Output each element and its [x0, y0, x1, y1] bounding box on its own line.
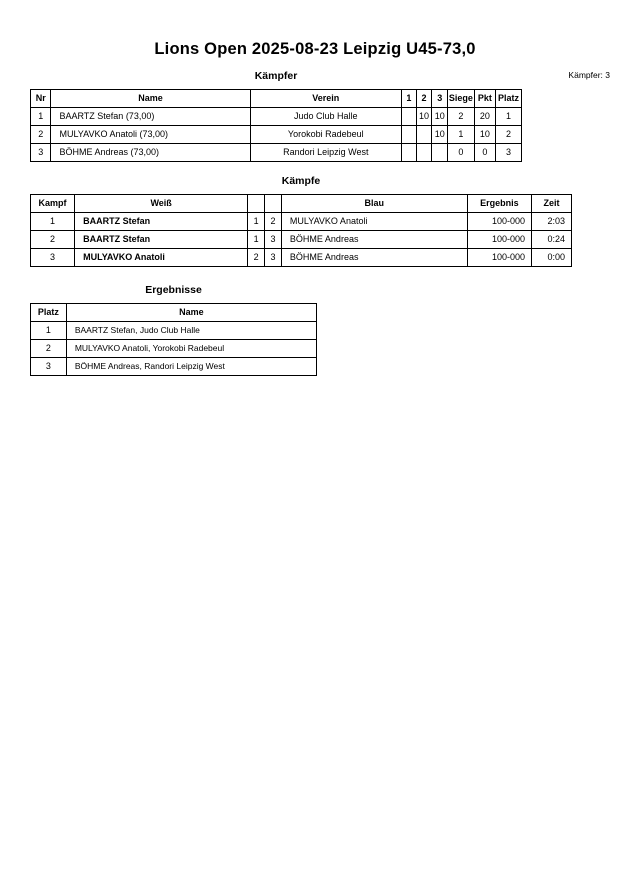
cell-kampf: 3 [31, 249, 75, 267]
cell-blau: BÖHME Andreas [281, 231, 467, 249]
cell-match-2 [416, 126, 432, 144]
column-header-pkt: Pkt [474, 90, 495, 108]
cell-weiss: BAARTZ Stefan [75, 231, 248, 249]
cell-match-3: 10 [432, 126, 448, 144]
column-header-verein: Verein [250, 90, 401, 108]
cell-ergebnis: 100-000 [467, 213, 531, 231]
cell-blau-nr: 3 [265, 231, 282, 249]
column-header-zeit: Zeit [531, 195, 571, 213]
cell-weiss-nr: 2 [248, 249, 265, 267]
cell-match-3: 10 [432, 108, 448, 126]
column-header-match-1: 1 [402, 90, 417, 108]
column-header-weiss: Weiß [75, 195, 248, 213]
column-header-name: Name [66, 304, 316, 322]
cell-siege: 0 [448, 144, 475, 162]
cell-zeit: 0:00 [531, 249, 571, 267]
cell-verein: Randori Leipzig West [250, 144, 401, 162]
cell-pkt: 10 [474, 126, 495, 144]
cell-platz: 2 [496, 126, 522, 144]
cell-platz: 1 [496, 108, 522, 126]
cell-platz: 2 [31, 340, 67, 358]
cell-verein: Judo Club Halle [250, 108, 401, 126]
cell-name: MULYAVKO Anatoli, Yorokobi Radebeul [66, 340, 316, 358]
cell-name: BAARTZ Stefan, Judo Club Halle [66, 322, 316, 340]
cell-blau: MULYAVKO Anatoli [281, 213, 467, 231]
column-header-ergebnis: Ergebnis [467, 195, 531, 213]
ergebnisse-table [30, 303, 317, 376]
cell-weiss-nr: 1 [248, 231, 265, 249]
cell-kampf: 2 [31, 231, 75, 249]
column-header-blau-nr [265, 195, 282, 213]
cell-weiss-nr: 1 [248, 213, 265, 231]
cell-platz: 3 [496, 144, 522, 162]
column-header-siege: Siege [448, 90, 475, 108]
cell-blau: BÖHME Andreas [281, 249, 467, 267]
cell-platz: 1 [31, 322, 67, 340]
column-header-platz: Platz [496, 90, 522, 108]
table-row [31, 231, 572, 249]
cell-name: MULYAVKO Anatoli (73,00) [51, 126, 250, 144]
table-row [31, 126, 522, 144]
column-header-nr: Nr [31, 90, 51, 108]
ergebnisse-section-heading: Ergebnisse [145, 284, 202, 296]
table-header-row [31, 90, 522, 108]
cell-name: BAARTZ Stefan (73,00) [51, 108, 250, 126]
cell-match-1 [402, 108, 417, 126]
table-header-row [31, 195, 572, 213]
cell-name: BÖHME Andreas (73,00) [51, 144, 250, 162]
column-header-name: Name [51, 90, 250, 108]
cell-weiss: BAARTZ Stefan [75, 213, 248, 231]
table-row [31, 108, 522, 126]
table-row [31, 322, 317, 340]
cell-platz: 3 [31, 358, 67, 376]
cell-nr: 1 [31, 108, 51, 126]
cell-name: BÖHME Andreas, Randori Leipzig West [66, 358, 316, 376]
column-header-match-3: 3 [432, 90, 448, 108]
column-header-weiss-nr [248, 195, 265, 213]
cell-verein: Yorokobi Radebeul [250, 126, 401, 144]
cell-ergebnis: 100-000 [467, 231, 531, 249]
cell-match-1 [402, 144, 417, 162]
column-header-blau: Blau [281, 195, 467, 213]
kaempfe-table [30, 194, 572, 267]
table-row [31, 340, 317, 358]
table-row [31, 213, 572, 231]
cell-siege: 2 [448, 108, 475, 126]
column-header-platz: Platz [31, 304, 67, 322]
kaempfer-table [30, 89, 522, 162]
cell-ergebnis: 100-000 [467, 249, 531, 267]
cell-pkt: 0 [474, 144, 495, 162]
column-header-match-2: 2 [416, 90, 432, 108]
cell-match-1 [402, 126, 417, 144]
cell-blau-nr: 2 [265, 213, 282, 231]
column-header-kampf: Kampf [31, 195, 75, 213]
page-title: Lions Open 2025-08-23 Leipzig U45-73,0 [154, 40, 476, 58]
table-header-row [31, 304, 317, 322]
cell-match-2 [416, 144, 432, 162]
cell-nr: 3 [31, 144, 51, 162]
table-row [31, 358, 317, 376]
table-row [31, 144, 522, 162]
cell-zeit: 2:03 [531, 213, 571, 231]
cell-pkt: 20 [474, 108, 495, 126]
cell-kampf: 1 [31, 213, 75, 231]
cell-blau-nr: 3 [265, 249, 282, 267]
cell-nr: 2 [31, 126, 51, 144]
cell-match-2: 10 [416, 108, 432, 126]
cell-weiss: MULYAVKO Anatoli [75, 249, 248, 267]
cell-siege: 1 [448, 126, 475, 144]
kaempfe-section-heading: Kämpfe [281, 175, 321, 187]
cell-match-3 [432, 144, 448, 162]
kaempfer-section-heading: Kämpfer [254, 70, 298, 82]
table-row [31, 249, 572, 267]
cell-zeit: 0:24 [531, 231, 571, 249]
kaempfer-count-label: Kämpfer: 3 [568, 70, 610, 80]
